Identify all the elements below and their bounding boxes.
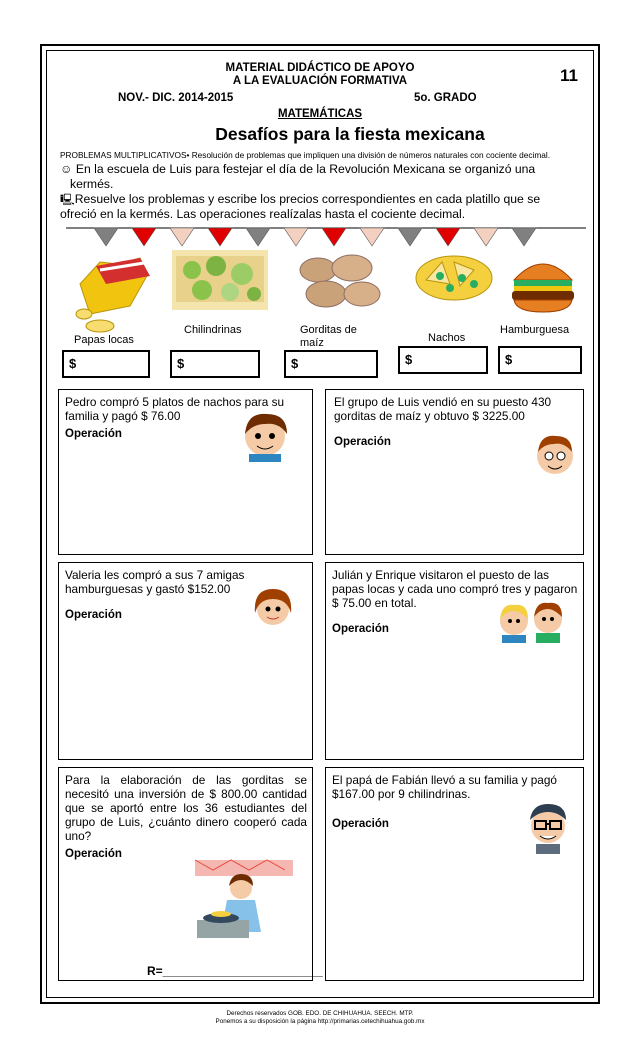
bunting-flag <box>398 228 422 246</box>
bunting-flag <box>246 228 270 246</box>
intro-line-1: ☺ En la escuela de Luis para festejar el día de la Revolución Mexicana se organizó una <box>60 162 536 176</box>
food-label-hamburguesa: Hamburguesa <box>500 324 570 336</box>
bunting-flag <box>474 228 498 246</box>
bunting-flag <box>208 228 232 246</box>
bunting-flag <box>322 228 346 246</box>
cook-girl-icon <box>191 856 297 942</box>
intro-line-1b: kermés. <box>70 177 114 191</box>
page-footer: Derechos reservados GOB. EDO. DE CHIHUAHUA. SEECH. MTP. Ponemos a su disposición la página http://primarias.cetechihuahua.gob.mx <box>215 1010 425 1025</box>
intro-line-3: ofreció en la kermés. Las operaciones realízalas hasta el cociente decimal. <box>60 207 466 221</box>
page-title: Desafíos para la fiesta mexicana <box>215 124 485 144</box>
dad-avatar-icon <box>522 800 574 854</box>
header-line-2: A LA EVALUACIÓN FORMATIVA <box>232 75 408 87</box>
bunting-flag <box>512 228 536 246</box>
header-line-1: MATERIAL DIDÁCTICO DE APOYO <box>225 62 415 74</box>
fries-icon <box>70 254 158 338</box>
food-label-chilindrinas: Chilindrinas <box>184 324 242 336</box>
boy-face-icon <box>532 430 578 480</box>
intro-paragraph <box>60 162 590 222</box>
food-label-gorditas: Gorditas de maíz <box>300 324 357 349</box>
problem-box-6[interactable]: El papá de Fabián llevó a su familia y pagó $167.00 por 9 chilindrinas. Operación <box>325 767 584 981</box>
price-box-hamburguesa[interactable]: $ <box>498 346 582 374</box>
price-box-nachos[interactable]: $ <box>398 346 488 374</box>
smile-icon: ☺ <box>60 162 73 176</box>
problem-box-5[interactable]: Para la elaboración de las gorditas se necesitó una inversión de $ 800.00 cantidad que se aportó entre los 36 estudiantes del grupo de Luis, ¿cuánto dinero cooperó cada uno? Operación R=________________________ <box>58 767 313 981</box>
computer-icon: 🖳 <box>60 193 75 206</box>
header-grade: 5o. GRADO <box>414 92 477 104</box>
bunting-flag <box>284 228 308 246</box>
price-box-chilindrinas[interactable]: $ <box>170 350 260 378</box>
problem-box-3[interactable]: Valeria les compró a sus 7 amigas hamburguesas y gastó $152.00 Operación <box>58 562 313 760</box>
problem-box-4[interactable]: Julián y Enrique visitaron el puesto de las papas locas y cada uno compró tres y pagaron $ 75.00 en total. Operación <box>325 562 584 760</box>
bunting-flag <box>132 228 156 246</box>
intro-line-2: 🖳Resuelve los problemas y escribe los precios correspondientes en cada platillo que se <box>60 192 541 206</box>
price-box-papas[interactable]: $ <box>62 350 150 378</box>
bunting-flag <box>170 228 194 246</box>
problem-box-2[interactable]: El grupo de Luis vendió en su puesto 430 gorditas de maíz y obtuvo $ 3225.00 Operación <box>325 389 584 555</box>
bunting-flag <box>94 228 118 246</box>
girl-avatar-icon <box>249 583 297 631</box>
food-label-nachos: Nachos <box>428 332 466 344</box>
bunting-flag <box>436 228 460 246</box>
nachos-icon <box>414 250 494 302</box>
problem-box-1[interactable]: Pedro compró 5 platos de nachos para su familia y pagó $ 76.00 Operación <box>58 389 313 555</box>
page-subtitle: PROBLEMAS MULTIPLICATIVOS• Resolución de problemas que impliquen una división de números naturales con cociente decimal. <box>60 150 551 160</box>
burger-icon <box>508 254 578 314</box>
boy-avatar-icon <box>235 410 295 462</box>
price-box-gorditas[interactable]: $ <box>284 350 378 378</box>
two-boys-icon <box>494 599 570 643</box>
header-subject: MATEMÁTICAS <box>277 108 363 120</box>
answer-line[interactable]: R=________________________ <box>147 964 323 978</box>
gorditas-icon <box>296 250 382 310</box>
chilindrinas-icon <box>172 250 268 310</box>
page-number: 11 <box>560 66 578 85</box>
bunting-flag <box>360 228 384 246</box>
food-label-papas: Papas locas <box>74 334 134 346</box>
bunting-decoration <box>66 225 586 249</box>
header-period: NOV.- DIC. 2014-2015 <box>118 92 234 104</box>
